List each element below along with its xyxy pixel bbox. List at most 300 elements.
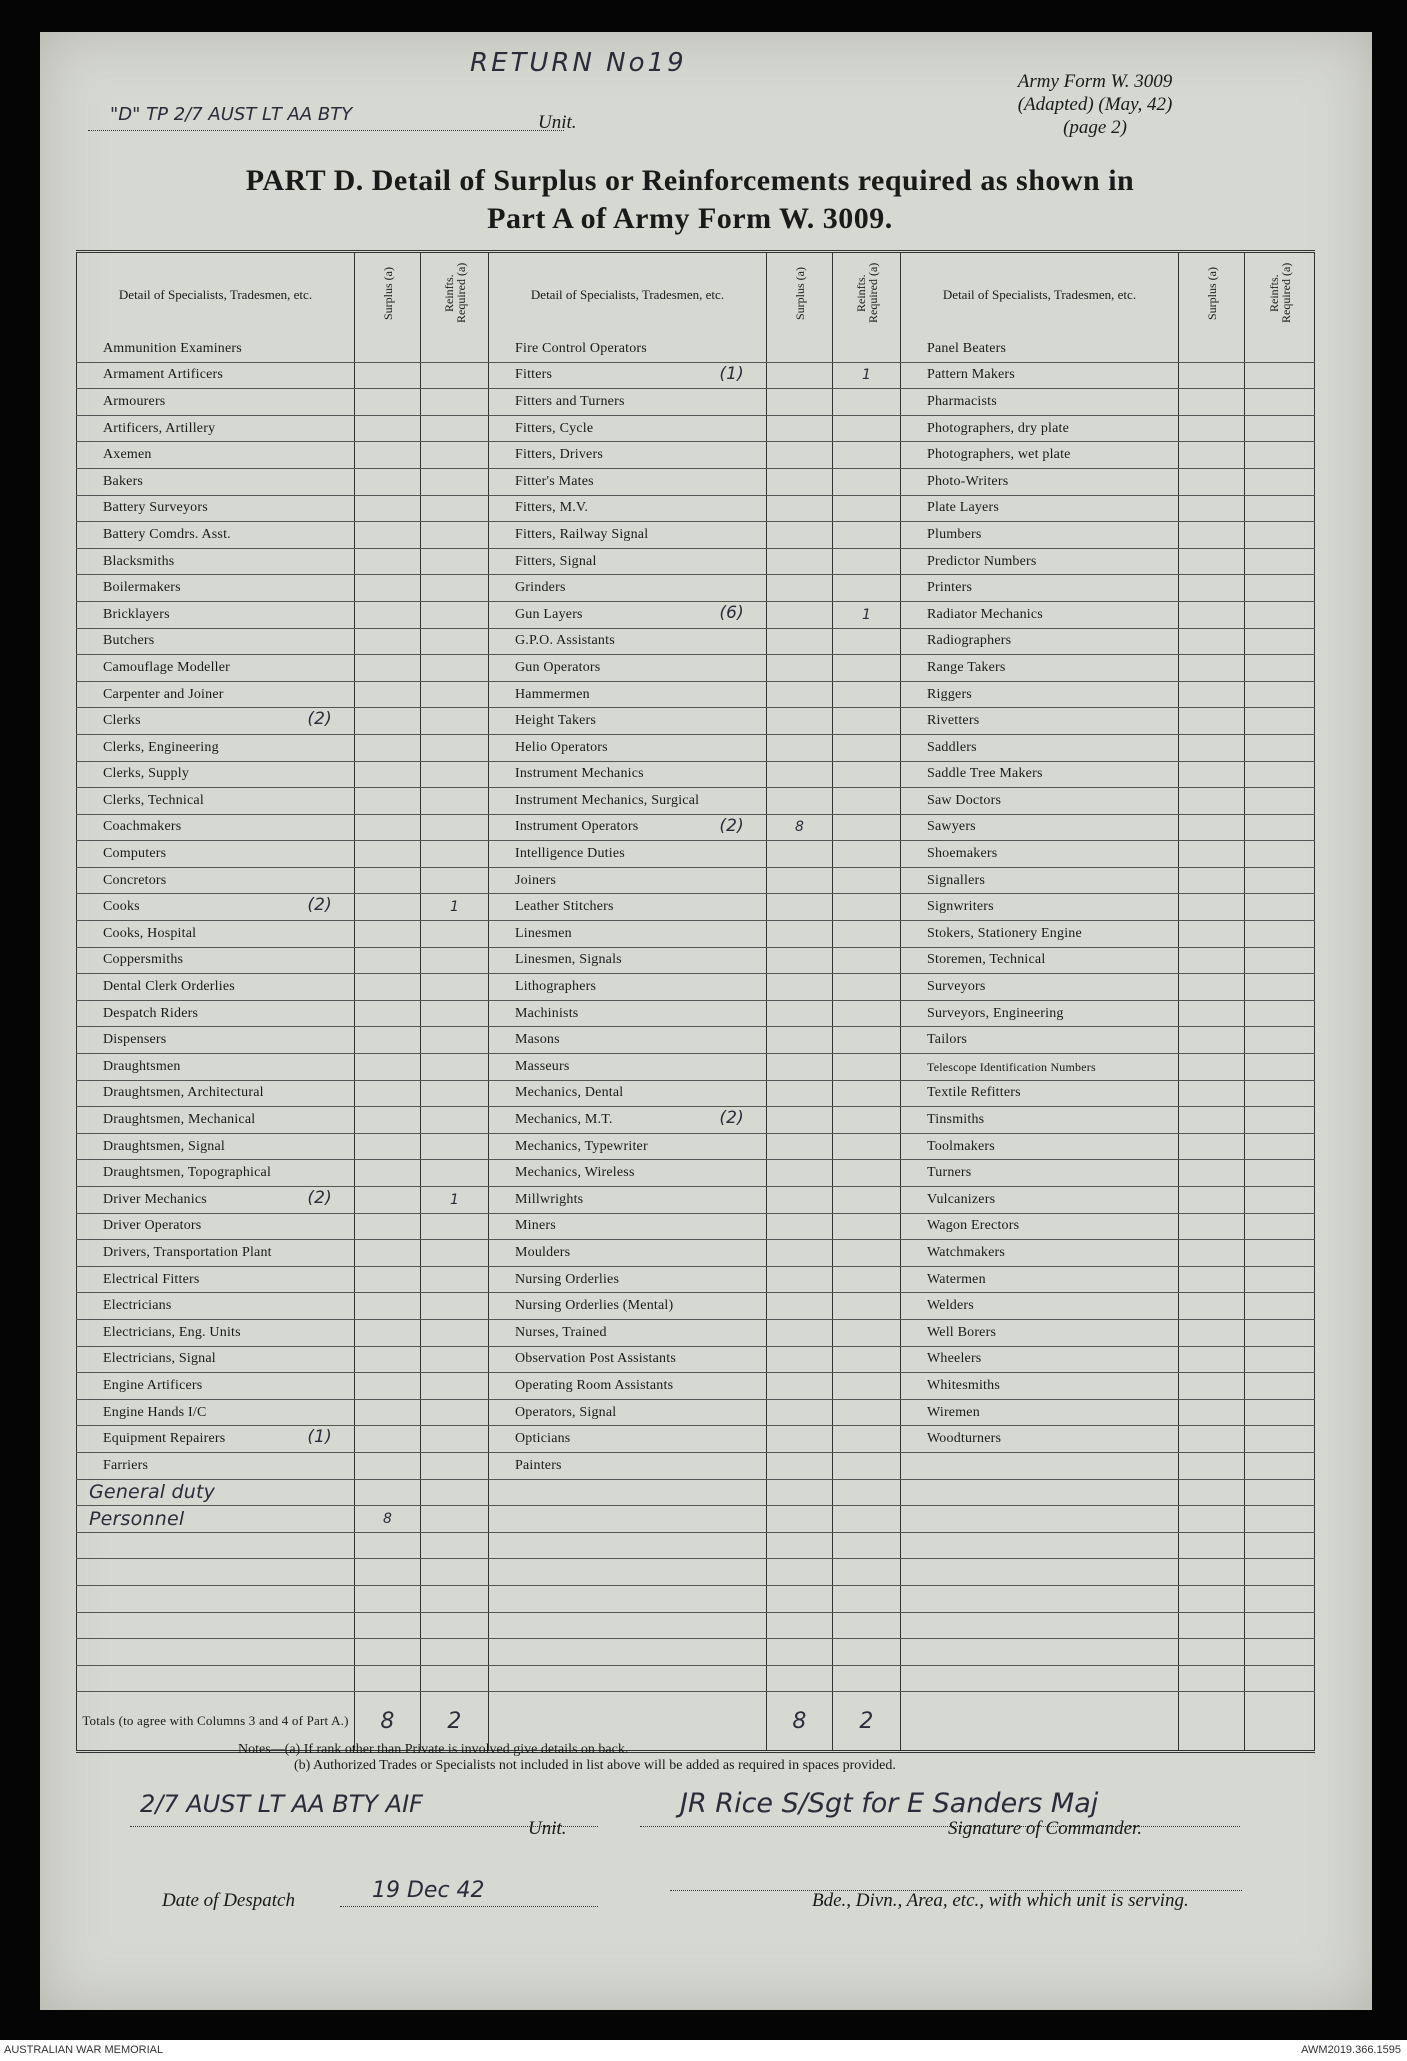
surplus-cell bbox=[1179, 1000, 1245, 1027]
reinfts-cell bbox=[1245, 362, 1315, 389]
reinfts-cell bbox=[833, 1612, 901, 1639]
trade-handwritten-count: (1) bbox=[719, 363, 744, 384]
trade-cell bbox=[77, 708, 355, 735]
header-reinfts-text: Reinfts. Required (a) bbox=[1266, 262, 1293, 324]
trade-name: Bakers bbox=[103, 473, 144, 489]
surplus-cell: 8 bbox=[767, 814, 833, 841]
return-number: RETURN No19 bbox=[470, 48, 687, 78]
trade-cell bbox=[77, 1399, 355, 1426]
reinfts-cell bbox=[1245, 1027, 1315, 1054]
trade-cell bbox=[77, 974, 355, 1001]
reinfts-cell bbox=[421, 362, 489, 389]
surplus-cell bbox=[355, 761, 421, 788]
trade-cell bbox=[901, 894, 1179, 921]
trade-name: Gun Operators bbox=[515, 659, 601, 675]
table-row bbox=[77, 814, 1315, 841]
trade-name: Draughtsmen, Architectural bbox=[103, 1085, 264, 1101]
table-row bbox=[77, 734, 1315, 761]
surplus-cell bbox=[1179, 442, 1245, 469]
trade-cell bbox=[901, 947, 1179, 974]
trade-cell bbox=[489, 522, 767, 549]
surplus-cell bbox=[355, 1585, 421, 1612]
reinfts-cell bbox=[1245, 495, 1315, 522]
trade-name: Plumbers bbox=[927, 526, 982, 542]
surplus-cell bbox=[767, 442, 833, 469]
reinfts-cell bbox=[833, 389, 901, 416]
reinfts-cell bbox=[1245, 841, 1315, 868]
surplus-cell bbox=[355, 548, 421, 575]
trade-name: Mechanics, Dental bbox=[515, 1085, 624, 1101]
reinfts-cell bbox=[833, 734, 901, 761]
trade-name: Riggers bbox=[927, 686, 972, 702]
surplus-cell bbox=[767, 788, 833, 815]
reinfts-cell bbox=[833, 442, 901, 469]
reinfts-cell bbox=[833, 1266, 901, 1293]
surplus-cell bbox=[767, 1346, 833, 1373]
table-row bbox=[77, 389, 1315, 416]
reinfts-cell bbox=[1245, 814, 1315, 841]
trade-cell bbox=[77, 548, 355, 575]
trade-cell bbox=[77, 841, 355, 868]
trade-handwritten-count: (1) bbox=[307, 1427, 332, 1448]
surplus-cell bbox=[355, 1187, 421, 1214]
trade-name: Predictor Numbers bbox=[927, 553, 1037, 569]
table-row bbox=[77, 1027, 1315, 1054]
reinfts-cell bbox=[833, 1479, 901, 1506]
surplus-cell bbox=[767, 1506, 833, 1533]
trade-cell bbox=[489, 1426, 767, 1453]
trade-name: Axemen bbox=[103, 447, 152, 463]
trade-cell bbox=[77, 894, 355, 921]
reinfts-cell bbox=[421, 1612, 489, 1639]
trade-name: Range Takers bbox=[927, 659, 1006, 675]
surplus-cell bbox=[355, 362, 421, 389]
table-row bbox=[77, 495, 1315, 522]
surplus-cell bbox=[1179, 734, 1245, 761]
trade-cell bbox=[901, 1160, 1179, 1187]
reinfts-cell bbox=[1245, 1399, 1315, 1426]
reinfts-cell bbox=[833, 628, 901, 655]
surplus-cell bbox=[355, 974, 421, 1001]
reinfts-cell bbox=[833, 814, 901, 841]
surplus-cell bbox=[1179, 362, 1245, 389]
trade-name: Helio Operators bbox=[515, 739, 608, 755]
header-surplus-text: Surplus (a) bbox=[380, 266, 395, 320]
table-row bbox=[77, 1054, 1315, 1081]
reinfts-cell bbox=[833, 921, 901, 948]
surplus-cell bbox=[355, 841, 421, 868]
surplus-cell bbox=[355, 1213, 421, 1240]
surplus-cell bbox=[767, 841, 833, 868]
table-row bbox=[77, 894, 1315, 921]
reinfts-cell bbox=[1245, 336, 1315, 362]
trade-cell bbox=[901, 362, 1179, 389]
reinfts-cell bbox=[833, 468, 901, 495]
trade-cell bbox=[901, 1585, 1179, 1612]
trade-cell bbox=[77, 389, 355, 416]
table-row bbox=[77, 601, 1315, 628]
reinfts-cell bbox=[421, 921, 489, 948]
trade-name: Battery Surveyors bbox=[103, 500, 208, 516]
reinfts-cell bbox=[421, 1639, 489, 1666]
reinfts-cell bbox=[1245, 1266, 1315, 1293]
title-line-2: Part A of Army Form W. 3009. bbox=[487, 202, 893, 235]
trade-cell bbox=[901, 1639, 1179, 1666]
trade-cell bbox=[901, 1133, 1179, 1160]
reinfts-cell bbox=[1245, 1532, 1315, 1559]
reinfts-cell bbox=[1245, 734, 1315, 761]
surplus-cell bbox=[1179, 1426, 1245, 1453]
table-row bbox=[77, 548, 1315, 575]
reinfts-cell bbox=[1245, 921, 1315, 948]
reinfts-cell bbox=[1245, 1187, 1315, 1214]
trade-cell bbox=[901, 1000, 1179, 1027]
trade-name: Clerks, Technical bbox=[103, 792, 204, 808]
reinfts-cell bbox=[833, 415, 901, 442]
reinfts-cell bbox=[1245, 1559, 1315, 1586]
trade-name: Mechanics, Wireless bbox=[515, 1165, 635, 1181]
surplus-cell bbox=[1179, 974, 1245, 1001]
surplus-cell bbox=[355, 1665, 421, 1692]
trade-cell bbox=[901, 575, 1179, 602]
table-row bbox=[77, 1639, 1315, 1666]
trade-cell bbox=[489, 1054, 767, 1081]
reinfts-cell bbox=[1245, 1479, 1315, 1506]
trade-cell bbox=[489, 867, 767, 894]
trade-cell bbox=[489, 1107, 767, 1134]
trade-cell bbox=[77, 442, 355, 469]
trade-cell bbox=[901, 1399, 1179, 1426]
trade-cell bbox=[489, 1266, 767, 1293]
table-row bbox=[77, 1452, 1315, 1479]
reinfts-cell bbox=[421, 708, 489, 735]
reinfts-cell bbox=[833, 974, 901, 1001]
trade-cell bbox=[901, 681, 1179, 708]
reinfts-cell bbox=[421, 1266, 489, 1293]
surplus-cell bbox=[355, 814, 421, 841]
table-row bbox=[77, 468, 1315, 495]
trade-name: Nursing Orderlies (Mental) bbox=[515, 1298, 674, 1314]
trade-name: Saw Doctors bbox=[927, 792, 1002, 808]
reinfts-cell: 1 bbox=[421, 1187, 489, 1214]
reinfts-cell bbox=[1245, 522, 1315, 549]
reinfts-cell bbox=[421, 867, 489, 894]
trade-cell bbox=[489, 1240, 767, 1267]
trade-cell bbox=[489, 1133, 767, 1160]
trade-name: Shoemakers bbox=[927, 846, 998, 862]
reinfts-cell: 1 bbox=[833, 601, 901, 628]
trade-cell bbox=[901, 788, 1179, 815]
trade-name: Photographers, dry plate bbox=[927, 420, 1070, 436]
date-line bbox=[340, 1906, 598, 1907]
trade-name: Artificers, Artillery bbox=[103, 420, 216, 436]
surplus-cell: 8 bbox=[355, 1506, 421, 1533]
trade-cell bbox=[489, 1612, 767, 1639]
reinfts-cell bbox=[421, 601, 489, 628]
trade-cell bbox=[901, 1346, 1179, 1373]
unit-handwritten: "D" TP 2/7 AUST LT AA BTY bbox=[110, 104, 353, 125]
trade-cell bbox=[77, 1213, 355, 1240]
table-row bbox=[77, 1213, 1315, 1240]
surplus-cell bbox=[1179, 1027, 1245, 1054]
reinfts-cell bbox=[421, 814, 489, 841]
trade-name: Coppersmiths bbox=[103, 952, 184, 968]
reinfts-cell bbox=[1245, 1240, 1315, 1267]
trade-name: Mechanics, Typewriter bbox=[515, 1138, 648, 1154]
trade-cell bbox=[77, 1027, 355, 1054]
trade-cell bbox=[489, 814, 767, 841]
trade-cell bbox=[489, 681, 767, 708]
reinfts-cell bbox=[1245, 1107, 1315, 1134]
reinfts-cell bbox=[1245, 867, 1315, 894]
reinfts-cell bbox=[421, 522, 489, 549]
trade-name: Butchers bbox=[103, 633, 155, 649]
reinfts-cell bbox=[833, 1000, 901, 1027]
trade-name: Millwrights bbox=[515, 1191, 584, 1207]
reinfts-cell bbox=[421, 974, 489, 1001]
reinfts-cell bbox=[1245, 415, 1315, 442]
surplus-cell bbox=[767, 362, 833, 389]
trade-name: Wiremen bbox=[927, 1404, 980, 1420]
reinfts-cell bbox=[421, 1293, 489, 1320]
trade-name: Fire Control Operators bbox=[515, 340, 647, 356]
reinfts-cell bbox=[1245, 1080, 1315, 1107]
trade-cell bbox=[489, 442, 767, 469]
reinfts-cell bbox=[833, 1054, 901, 1081]
surplus-cell bbox=[1179, 788, 1245, 815]
trade-handwritten-count: (2) bbox=[719, 815, 744, 836]
bde-label: Bde., Divn., Area, etc., with which unit is serving. bbox=[812, 1890, 1189, 1911]
note-a: Notes—(a) If rank other than Private is involved give details on back. bbox=[238, 1742, 629, 1757]
trade-name: Cooks bbox=[103, 899, 140, 915]
surplus-cell bbox=[767, 947, 833, 974]
reinfts-cell bbox=[833, 1293, 901, 1320]
trade-cell bbox=[489, 389, 767, 416]
trade-cell bbox=[77, 1107, 355, 1134]
surplus-cell bbox=[355, 1346, 421, 1373]
trade-name: Electricians, Eng. Units bbox=[103, 1324, 241, 1340]
surplus-cell bbox=[1179, 1585, 1245, 1612]
trade-cell bbox=[901, 708, 1179, 735]
trade-name: G.P.O. Assistants bbox=[515, 633, 615, 649]
trade-cell bbox=[901, 1426, 1179, 1453]
form-ref-line2: (Adapted) (May, 42) bbox=[1017, 94, 1173, 115]
trade-cell bbox=[77, 628, 355, 655]
trade-name: Electricians, Signal bbox=[103, 1351, 216, 1367]
table-row bbox=[77, 761, 1315, 788]
surplus-cell bbox=[767, 1319, 833, 1346]
surplus-cell bbox=[1179, 1346, 1245, 1373]
header-reinfts-text: Reinfts. Required (a) bbox=[853, 262, 880, 324]
reinfts-cell bbox=[833, 1452, 901, 1479]
surplus-cell bbox=[355, 601, 421, 628]
reinfts-cell bbox=[421, 1479, 489, 1506]
trade-name: Height Takers bbox=[515, 713, 597, 729]
trade-name: Carpenter and Joiner bbox=[103, 686, 224, 702]
surplus-cell bbox=[1179, 1639, 1245, 1666]
surplus-cell bbox=[1179, 1506, 1245, 1533]
trade-name: Clerks bbox=[103, 713, 141, 729]
table-row bbox=[77, 1665, 1315, 1692]
reinfts-cell bbox=[833, 1240, 901, 1267]
totals-reinf-col2: 2 bbox=[833, 1692, 901, 1752]
reinfts-cell bbox=[833, 522, 901, 549]
reinfts-cell bbox=[421, 1346, 489, 1373]
table-row bbox=[77, 1373, 1315, 1400]
trade-name: Clerks, Engineering bbox=[103, 739, 219, 755]
header-detail-col1: Detail of Specialists, Tradesmen, etc. bbox=[77, 252, 355, 337]
trade-name: Equipment Repairers bbox=[103, 1431, 226, 1447]
trade-cell bbox=[489, 415, 767, 442]
table-row bbox=[77, 681, 1315, 708]
reinfts-cell bbox=[421, 1133, 489, 1160]
trade-cell bbox=[77, 1293, 355, 1320]
trade-cell bbox=[77, 1319, 355, 1346]
surplus-cell bbox=[1179, 1213, 1245, 1240]
trade-name: Hammermen bbox=[515, 686, 590, 702]
surplus-cell bbox=[355, 921, 421, 948]
trade-name: Turners bbox=[927, 1165, 972, 1181]
surplus-cell bbox=[1179, 1240, 1245, 1267]
table-row bbox=[77, 442, 1315, 469]
surplus-cell bbox=[767, 761, 833, 788]
trade-name: Battery Comdrs. Asst. bbox=[103, 526, 231, 542]
reinfts-cell bbox=[421, 761, 489, 788]
trade-cell bbox=[901, 548, 1179, 575]
trade-cell bbox=[77, 947, 355, 974]
form-ref-line1: Army Form W. 3009 bbox=[1017, 71, 1173, 92]
trade-name: Wagon Erectors bbox=[927, 1218, 1020, 1234]
trade-name: Concretors bbox=[103, 872, 167, 888]
surplus-cell bbox=[355, 1319, 421, 1346]
surplus-cell bbox=[767, 1107, 833, 1134]
trade-cell bbox=[77, 1080, 355, 1107]
reinfts-cell bbox=[1245, 1346, 1315, 1373]
table-row bbox=[77, 1506, 1315, 1533]
table-row bbox=[77, 522, 1315, 549]
reinfts-cell bbox=[1245, 788, 1315, 815]
surplus-cell bbox=[1179, 1266, 1245, 1293]
trade-cell bbox=[489, 974, 767, 1001]
surplus-cell bbox=[1179, 947, 1245, 974]
table-row bbox=[77, 867, 1315, 894]
trade-cell bbox=[489, 628, 767, 655]
surplus-cell bbox=[1179, 495, 1245, 522]
trade-name: Tailors bbox=[927, 1032, 968, 1048]
surplus-cell bbox=[767, 1133, 833, 1160]
surplus-cell bbox=[767, 681, 833, 708]
surplus-cell bbox=[767, 1240, 833, 1267]
reinfts-cell bbox=[421, 1665, 489, 1692]
table-row bbox=[77, 1080, 1315, 1107]
surplus-cell bbox=[767, 1479, 833, 1506]
trade-cell bbox=[901, 468, 1179, 495]
trade-cell bbox=[77, 655, 355, 682]
trade-name: Electricians bbox=[103, 1298, 172, 1314]
reinfts-cell bbox=[421, 655, 489, 682]
table-row bbox=[77, 362, 1315, 389]
trade-cell bbox=[901, 1452, 1179, 1479]
trade-cell bbox=[77, 495, 355, 522]
reinfts-cell bbox=[421, 947, 489, 974]
trade-name: Computers bbox=[103, 846, 167, 862]
surplus-cell bbox=[1179, 389, 1245, 416]
trade-cell bbox=[901, 1665, 1179, 1692]
surplus-cell bbox=[1179, 841, 1245, 868]
trade-cell bbox=[901, 1080, 1179, 1107]
trade-cell bbox=[489, 1319, 767, 1346]
surplus-cell bbox=[355, 708, 421, 735]
table-row bbox=[77, 1107, 1315, 1134]
trade-cell bbox=[489, 1506, 767, 1533]
reinfts-cell bbox=[421, 442, 489, 469]
specialists-table bbox=[76, 250, 1315, 1753]
surplus-cell bbox=[1179, 1665, 1245, 1692]
table-row bbox=[77, 1559, 1315, 1586]
reinfts-cell bbox=[833, 1080, 901, 1107]
trade-name: Radiographers bbox=[927, 633, 1012, 649]
trade-name: Surveyors, Engineering bbox=[927, 1005, 1064, 1021]
surplus-cell bbox=[1179, 814, 1245, 841]
trade-name: Armourers bbox=[103, 393, 166, 409]
trade-name: Radiator Mechanics bbox=[927, 606, 1043, 622]
trade-name: Stokers, Stationery Engine bbox=[927, 925, 1082, 941]
trade-name: Ammunition Examiners bbox=[103, 340, 242, 356]
trade-cell bbox=[489, 761, 767, 788]
trade-name: Pattern Makers bbox=[927, 367, 1015, 383]
trade-name: General duty bbox=[89, 1481, 216, 1504]
trade-name: Engine Artificers bbox=[103, 1377, 203, 1393]
totals-label: Totals (to agree with Columns 3 and 4 of Part A.) bbox=[77, 1692, 355, 1752]
trade-cell bbox=[901, 1266, 1179, 1293]
surplus-cell bbox=[355, 681, 421, 708]
trade-cell bbox=[489, 1665, 767, 1692]
surplus-cell bbox=[767, 894, 833, 921]
surplus-cell bbox=[1179, 336, 1245, 362]
surplus-cell bbox=[1179, 522, 1245, 549]
surplus-cell bbox=[1179, 761, 1245, 788]
surplus-cell bbox=[767, 415, 833, 442]
trade-handwritten-count: (2) bbox=[719, 1108, 744, 1129]
trade-name: Plate Layers bbox=[927, 500, 999, 516]
trade-cell bbox=[77, 1240, 355, 1267]
header-reinfts-col3 bbox=[1245, 252, 1315, 337]
trade-cell bbox=[489, 1160, 767, 1187]
header-surplus-col2 bbox=[767, 252, 833, 337]
trade-name: Joiners bbox=[515, 872, 557, 888]
trade-cell bbox=[901, 495, 1179, 522]
surplus-cell bbox=[1179, 1399, 1245, 1426]
trade-cell bbox=[489, 548, 767, 575]
trade-name: Grinders bbox=[515, 580, 566, 596]
surplus-cell bbox=[767, 1373, 833, 1400]
page-title bbox=[100, 162, 1280, 238]
trade-name: Boilermakers bbox=[103, 580, 181, 596]
trade-name: Drivers, Transportation Plant bbox=[103, 1244, 272, 1260]
trade-name: Fitters, Cycle bbox=[515, 420, 594, 436]
table-row bbox=[77, 921, 1315, 948]
surplus-cell bbox=[355, 1054, 421, 1081]
surplus-cell bbox=[1179, 1532, 1245, 1559]
trade-cell bbox=[901, 1027, 1179, 1054]
trade-name: Nurses, Trained bbox=[515, 1324, 607, 1340]
trade-name: Rivetters bbox=[927, 713, 980, 729]
archive-name: AUSTRALIAN WAR MEMORIAL bbox=[4, 2044, 164, 2056]
trade-cell bbox=[489, 1027, 767, 1054]
commander-signature: JR Rice S/Sgt for E Sanders Maj bbox=[680, 1788, 1099, 1819]
reinfts-cell bbox=[833, 708, 901, 735]
reinfts-cell bbox=[421, 841, 489, 868]
